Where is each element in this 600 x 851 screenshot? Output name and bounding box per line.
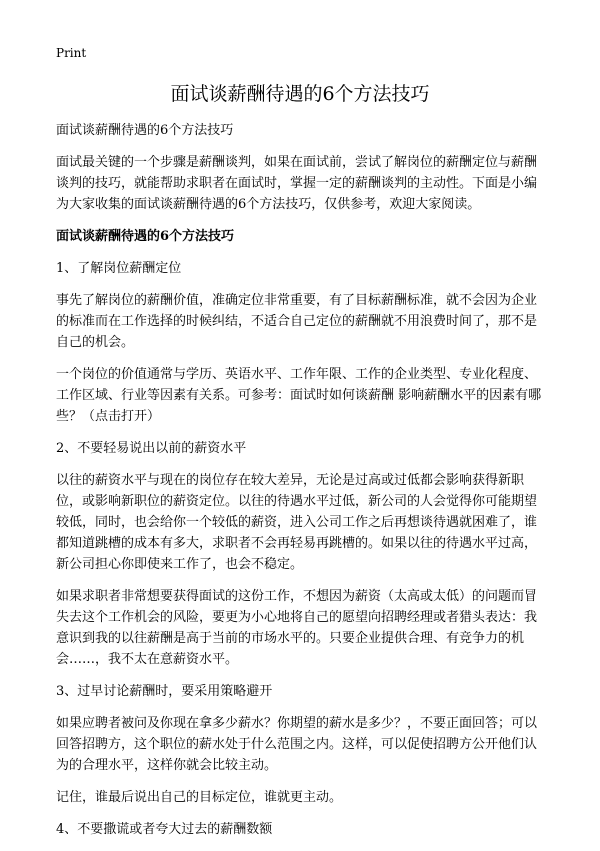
print-link[interactable]: Print xyxy=(56,46,87,60)
section-heading: 面试谈薪酬待遇的6个方法技巧 xyxy=(56,229,235,244)
tip-3-paragraph-2: 记住，谁最后说出自己的目标定位，谁就更主动。 xyxy=(56,790,343,805)
tip-2-paragraph-2: 如果求职者非常想要获得面试的这份工作，不想因为薪资（太高或太低）的问题而冒失去这个工作机会的风险，要更为小心地将自己的愿望向招聘经理或者猎头表达：我意识到我的以往薪酬是高于当前的市场水平的。只要企业提供合理、有竞争力的机会……，我不太在意薪资水平。 xyxy=(56,589,538,667)
tip-2-paragraph-1: 以往的薪资水平与现在的岗位存在较大差异，无论是过高或过低都会影响获得新职位，或影响新职位的薪资定位。以往的待遇水平过低，新公司的人会觉得你可能期望较低，同时，也会给你一个较低的薪资，进入公司工作之后再想谈待遇就困难了，谁都知道跳槽的成本有多大，求职者不会再轻易再跳槽的。如果以往的待遇水平过高，新公司担心你即使来工作了，也会不稳定。 xyxy=(56,473,538,572)
tip-heading-3: 3、过早讨论薪酬时，要采用策略避开 xyxy=(56,684,273,699)
tip-1-paragraph-1: 事先了解岗位的薪酬价值，准确定位非常重要，有了目标薪酬标准，就不会因为企业的标准而在工作选择的时候纠结，不适合自己定位的薪酬就不用浪费时间了，那不是自己的机会。 xyxy=(56,293,538,350)
article-body xyxy=(56,120,548,851)
article-subtitle: 面试谈薪酬待遇的6个方法技巧 xyxy=(56,123,234,138)
tip-heading-2: 2、不要轻易说出以前的薪资水平 xyxy=(56,441,247,456)
tip-heading-1: 1、了解岗位薪酬定位 xyxy=(56,261,182,276)
tip-heading-4: 4、不要撒谎或者夸大过去的薪酬数额 xyxy=(56,822,273,837)
page-title: 面试谈薪酬待遇的6个方法技巧 xyxy=(170,83,430,105)
tip-1-paragraph-2: 一个岗位的价值通常与学历、英语水平、工作年限、工作的企业类型、专业化程度、工作区域、行业等因素有关系。可参考：面试时如何谈薪酬 影响薪酬水平的因素有哪些？（点击打开） xyxy=(56,367,542,424)
intro-paragraph: 面试最关键的一个步骤是薪酬谈判，如果在面试前，尝试了解岗位的薪酬定位与薪酬谈判的技巧，就能帮助求职者在面试时，掌握一定的薪酬谈判的主动性。下面是小编为大家收集的面试谈薪酬待遇的6个方法技巧，仅供参考，欢迎大家阅读。 xyxy=(56,155,538,212)
tip-3-paragraph-1: 如果应聘者被问及你现在拿多少薪水？你期望的薪水是多少？，不要正面回答；可以回答招聘方，这个职位的薪水处于什么范围之内。这样，可以促使招聘方公开他们认为的合理水平，这样你就会比较主动。 xyxy=(56,716,538,773)
